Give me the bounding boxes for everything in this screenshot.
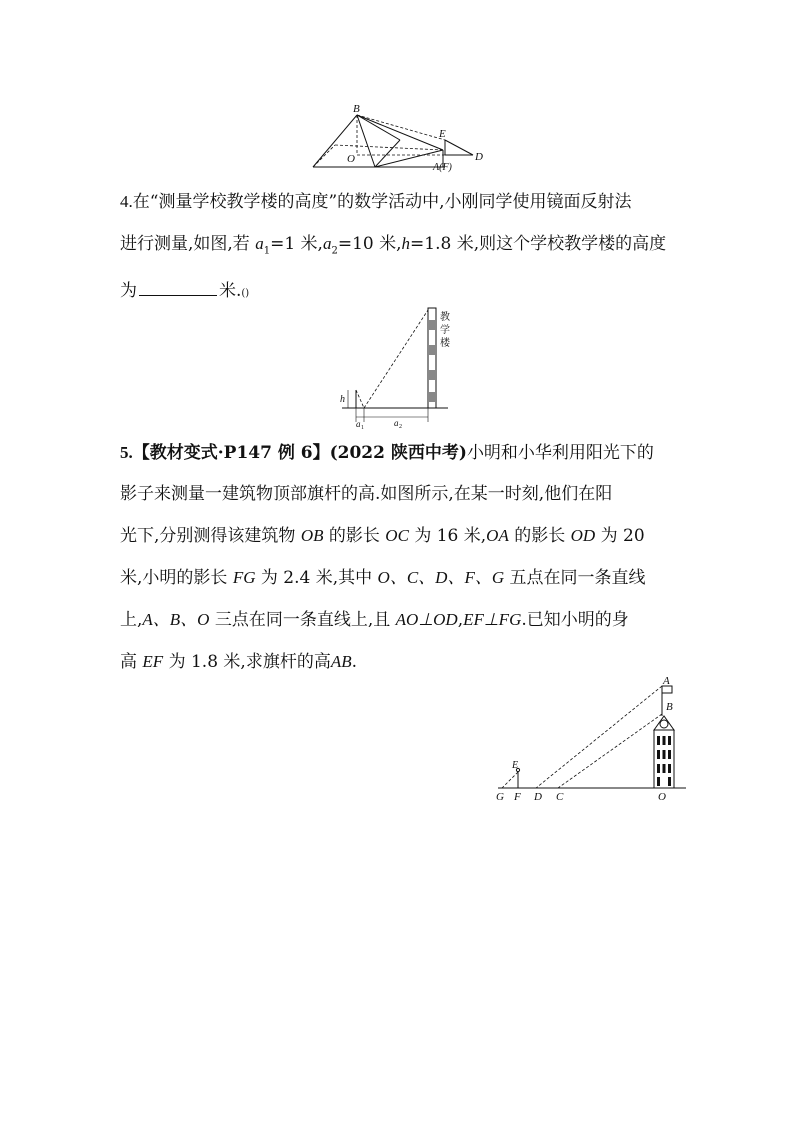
fig3-ray-AD [536, 686, 662, 788]
problem-5-text-6c: . [351, 652, 358, 672]
problem-4-number: 4. [120, 192, 133, 211]
fig3-label-O: O [658, 791, 666, 803]
problem-5-OB: OB [300, 526, 324, 545]
fig2-ray-out [364, 310, 428, 408]
fig1-back-dashed2 [335, 145, 443, 150]
problem-5-text-3e: 为 20 [595, 526, 645, 546]
fig1-edge-right [357, 115, 443, 150]
fig2-building-char-1: 教 [440, 312, 450, 323]
problem-5-text-4b: 为 2.4 米,其中 [255, 568, 378, 588]
figure-pyramid-svg [305, 100, 495, 175]
problem-5-OA: OA [486, 526, 509, 545]
fig1-label-AF: A(F) [433, 162, 452, 173]
problem-5-AB: AB [330, 652, 352, 671]
problem-4-a2: a [322, 234, 332, 253]
problem-4-a2-value: =10 米, [337, 234, 402, 254]
problem-5-EF: EF [142, 652, 164, 671]
problem-5-text-5b: 三点在同一条直线上,且 [209, 610, 396, 630]
figure-building-mirror [336, 300, 456, 430]
fig1-ray-dashed [357, 115, 445, 140]
problem-4-text-3b: 米. [219, 281, 242, 302]
problem-4-a2-sub: 2 [331, 245, 338, 257]
fig1-edge-front [357, 115, 375, 167]
fig3-label-A: A [663, 676, 670, 687]
problem-5-text-4a: 米,小明的影长 [120, 568, 233, 588]
fig2-label-a1: a [356, 419, 361, 429]
fig2-label-a2-sub: 2 [399, 424, 402, 430]
problem-5-text-6b: 为 1.8 米,求旗杆的高 [163, 652, 331, 672]
problem-5-text-5a: 上, [120, 610, 143, 630]
figure-pyramid [305, 100, 495, 175]
problem-4-text-3a: 为 [120, 281, 137, 302]
problem-5-text-2: 影子来测量一建筑物顶部旗杆的高.如图所示,在某一时刻,他们在阳 [120, 484, 613, 504]
problem-5-tag: 【教材变式·P147 例 6】 [132, 443, 330, 463]
problem-5-text-5c: .已知小明的身 [521, 610, 629, 630]
problem-5-comma: , [457, 610, 464, 630]
problem-5-OD: OD [570, 526, 596, 545]
fig3-label-C: C [556, 791, 564, 803]
fig1-label-E: E [439, 128, 446, 140]
problem-4-line-1 [120, 181, 680, 223]
problem-4-text-2a: 进行测量,如图,若 [120, 234, 256, 254]
problem-5-number: 5. [120, 443, 133, 462]
problem-5-line-1 [120, 432, 680, 474]
fig2-building-char-3: 楼 [440, 338, 450, 349]
figure-building-mirror-svg [336, 300, 456, 430]
fig2-building-char-2: 学 [440, 325, 450, 336]
problem-4-a1-value: =1 米, [270, 234, 323, 254]
problem-5-line-3 [120, 515, 680, 557]
fig1-line-ED [445, 140, 473, 155]
problem-4 [120, 181, 680, 314]
fig3-label-F: F [514, 791, 521, 803]
answer-blank[interactable] [139, 281, 217, 296]
fig1-edge-mid2 [375, 140, 400, 167]
problem-5-perp-2: EF⊥FG [463, 610, 522, 629]
fig3-flag [662, 686, 672, 693]
fig1-label-O: O [347, 153, 355, 165]
problem-4-text-1: 在“测量学校教学楼的高度”的数学活动中,小刚同学使用镜面反射法 [132, 192, 632, 212]
fig2-ray-in [356, 390, 364, 408]
fig2-label-h: h [340, 394, 345, 405]
problem-5-text-1: 小明和小华利用阳光下的 [466, 443, 654, 463]
fig1-label-D: D [475, 151, 483, 163]
problem-4-paren: () [241, 288, 250, 300]
problem-4-a1-sub: 1 [263, 245, 271, 257]
problem-5-points-3: A、B、O [142, 610, 210, 629]
problem-4-h-value: =1.8 米,则这个学校教学楼的高度 [410, 234, 667, 254]
fig3-ray-BC [558, 714, 662, 788]
problem-5-text-3c: 为 16 米, [408, 526, 487, 546]
problem-5 [120, 432, 680, 683]
problem-5-OC: OC [385, 526, 409, 545]
fig3-ray-EG [502, 772, 518, 788]
problem-4-line-2 [120, 223, 680, 271]
problem-4-a1: a [255, 234, 264, 253]
problem-5-line-4 [120, 557, 680, 599]
fig3-label-E: E [512, 760, 519, 771]
fig1-edge-mid [357, 115, 400, 140]
problem-5-text-6a: 高 [120, 652, 143, 672]
fig3-label-G: G [496, 791, 504, 803]
problem-5-text-4c: 五点在同一条直线 [504, 568, 646, 588]
fig3-label-D: D [534, 791, 542, 803]
problem-5-text-3a: 光下,分别测得该建筑物 [120, 526, 301, 546]
problem-5-line-2 [120, 474, 680, 515]
fig1-label-B: B [353, 103, 360, 115]
problem-5-source: (2022 陕西中考) [329, 443, 467, 463]
problem-5-text-3b: 的影长 [323, 526, 386, 546]
problem-5-line-5 [120, 599, 680, 641]
fig3-label-B: B [666, 701, 673, 713]
problem-5-FG: FG [232, 568, 256, 587]
figure-flagpole-shadow [490, 676, 690, 806]
fig2-label-a1-sub: 1 [361, 425, 364, 430]
problem-5-text-3d: 的影长 [508, 526, 571, 546]
fig2-label-a2: a [394, 418, 399, 428]
problem-5-perp-1: AO⊥OD [395, 610, 458, 629]
figure-flagpole-shadow-svg [490, 676, 690, 806]
problem-4-h: h [401, 234, 411, 253]
problem-5-points-5: O、C、D、F、G [377, 568, 505, 587]
